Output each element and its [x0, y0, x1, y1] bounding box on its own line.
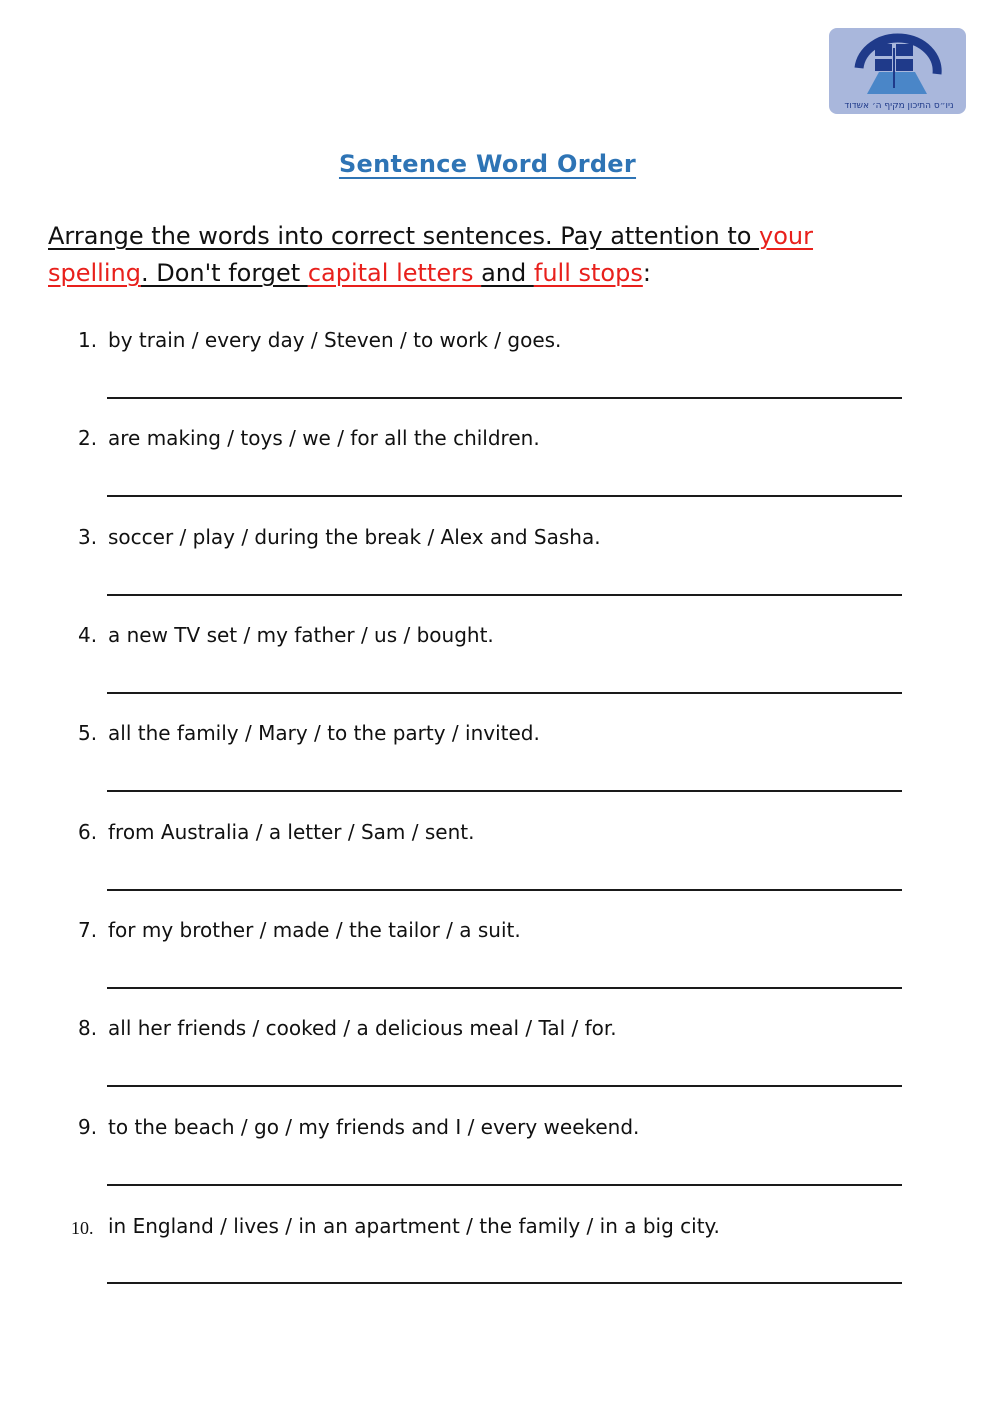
scrambled-words: to the beach / go / my friends and I / every weekend. — [108, 1115, 640, 1139]
item-number: 7. — [78, 918, 98, 942]
item-number: 5. — [78, 721, 98, 745]
exercise-item — [0, 425, 1000, 523]
item-number: 1. — [78, 328, 98, 352]
answer-line[interactable] — [107, 1282, 902, 1284]
svg-text:ניו״ס התיכון מקיף ה׳ אשדוד: ניו״ס התיכון מקיף ה׳ אשדוד — [844, 101, 954, 111]
instructions-segment: Arrange the words into correct sentences. Pay attention to — [48, 222, 760, 250]
answer-line[interactable] — [107, 495, 902, 497]
exercise-item — [0, 622, 1000, 720]
item-number: 4. — [78, 623, 98, 647]
exercise-item — [0, 1213, 1000, 1311]
answer-line[interactable] — [107, 1085, 902, 1087]
scrambled-words: from Australia / a letter / Sam / sent. — [108, 820, 475, 844]
school-logo-icon — [829, 28, 966, 114]
school-logo — [829, 28, 966, 114]
instructions-segment: . Don't forget — [140, 259, 308, 287]
item-number: 9. — [78, 1115, 98, 1139]
answer-line[interactable] — [107, 987, 902, 989]
scrambled-words: in England / lives / in an apartment / the family / in a big city. — [108, 1214, 720, 1238]
item-number: 8. — [78, 1016, 98, 1040]
exercise-item — [0, 917, 1000, 1015]
answer-line[interactable] — [107, 1184, 902, 1186]
answer-line[interactable] — [107, 889, 902, 891]
scrambled-words: all the family / Mary / to the party / invited. — [108, 721, 540, 745]
scrambled-words: for my brother / made / the tailor / a suit. — [108, 918, 521, 942]
exercise-item — [0, 819, 1000, 917]
item-number: 6. — [78, 820, 98, 844]
instructions-highlight-full-stops: full stops — [533, 259, 643, 287]
page-title-text: Sentence Word Order — [338, 150, 637, 178]
item-number: 2. — [78, 426, 98, 450]
page-title — [0, 150, 975, 178]
instructions — [48, 218, 908, 292]
answer-line[interactable] — [107, 397, 902, 399]
scrambled-words: are making / toys / we / for all the children. — [108, 426, 540, 450]
instructions-segment: : — [642, 259, 651, 287]
exercise-item — [0, 1015, 1000, 1113]
exercise-item — [0, 720, 1000, 818]
instructions-highlight-spelling: your spelling — [48, 222, 814, 287]
exercise-item — [0, 327, 1000, 425]
scrambled-words: a new TV set / my father / us / bought. — [108, 623, 494, 647]
exercise-item — [0, 1114, 1000, 1212]
scrambled-words: soccer / play / during the break / Alex and Sasha. — [108, 525, 601, 549]
instructions-highlight-capitals: capital letters — [307, 259, 482, 287]
answer-line[interactable] — [107, 790, 902, 792]
scrambled-words: by train / every day / Steven / to work / goes. — [108, 328, 562, 352]
exercise-item — [0, 524, 1000, 622]
instructions-segment: and — [481, 259, 534, 287]
scrambled-words: all her friends / cooked / a delicious meal / Tal / for. — [108, 1016, 617, 1040]
item-number: 10. — [71, 1218, 94, 1238]
answer-line[interactable] — [107, 594, 902, 596]
answer-line[interactable] — [107, 692, 902, 694]
item-number: 3. — [78, 525, 98, 549]
